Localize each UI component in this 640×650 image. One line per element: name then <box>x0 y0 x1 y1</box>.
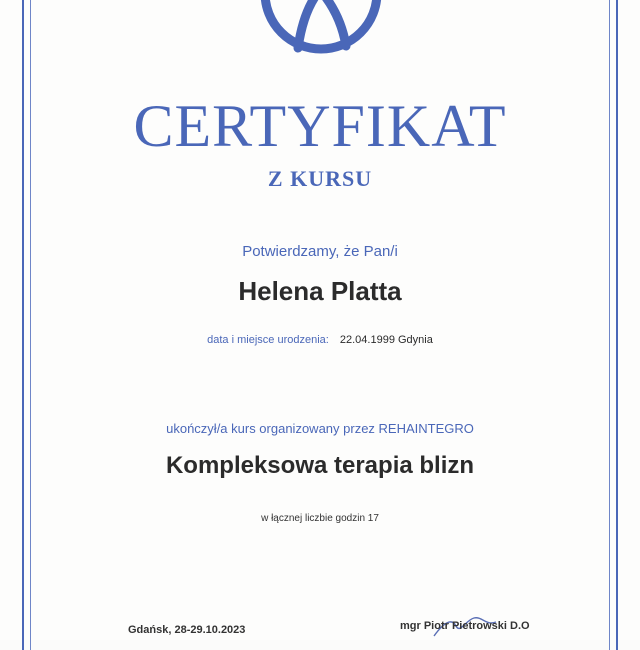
signer-name: mgr Piotr Pietrowski D.O <box>400 620 530 632</box>
participant-name: Helena Platta <box>238 276 402 306</box>
completed-text: ukończył/a kurs organizowany przez REHAINTEGRO <box>166 421 474 436</box>
birth-row <box>0 334 640 346</box>
place-date: Gdańsk, 28-29.10.2023 <box>128 624 246 636</box>
course-name: Kompleksowa terapia blizn <box>165 452 475 479</box>
hours-text: w łącznej liczbie godzin 17 <box>261 513 379 524</box>
logo-emblem-icon <box>258 0 384 56</box>
certificate-title: CERTYFIKAT <box>133 93 507 159</box>
birth-label: data i miejsce urodzenia: <box>207 334 329 346</box>
certificate-subtitle: Z KURSU <box>267 166 373 191</box>
birth-value: 22.04.1999 Gdynia <box>339 334 433 346</box>
confirm-text: Potwierdzamy, że Pan/i <box>242 243 398 260</box>
